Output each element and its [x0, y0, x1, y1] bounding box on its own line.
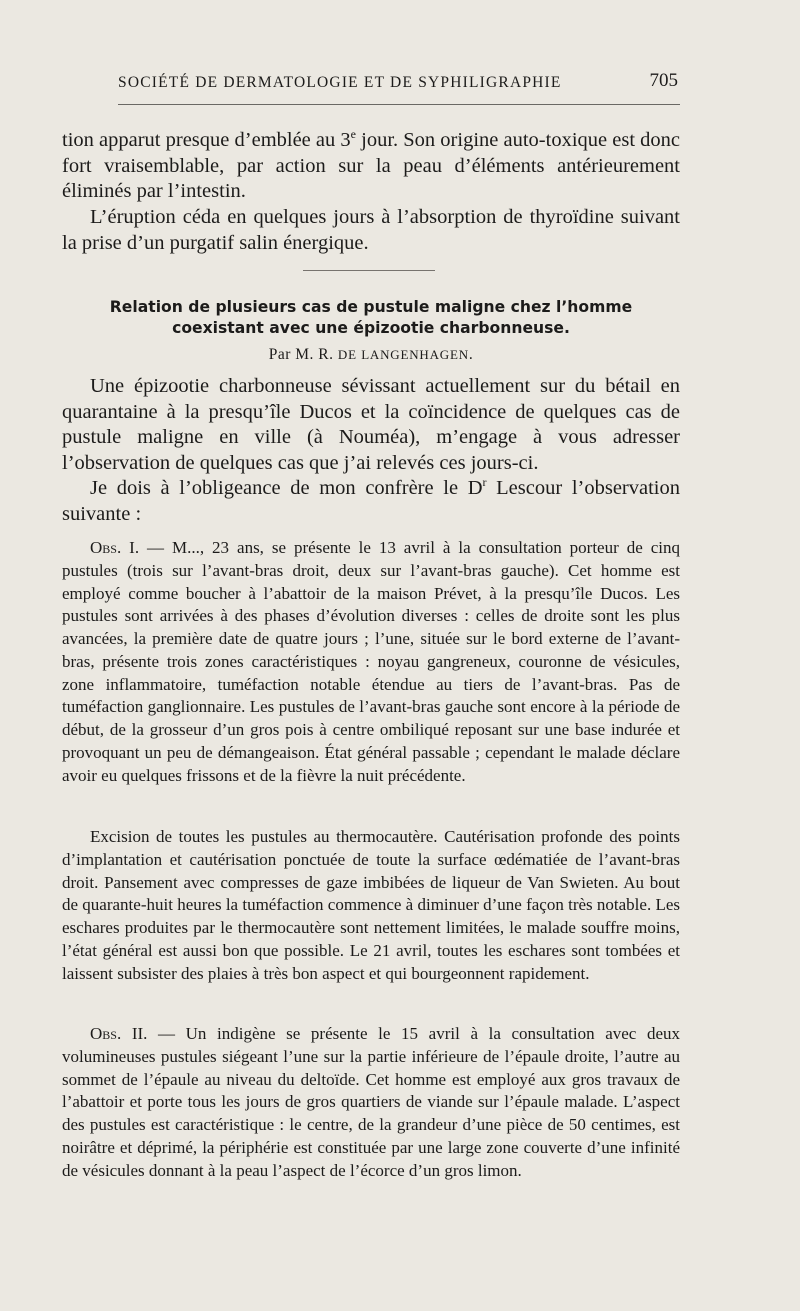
ordinal-superscript: e — [350, 127, 356, 142]
observation-2-text: — Un indigène se présente le 15 avril à la consultation avec deux volumineuses pustules siégeant l’une sur la partie inférieure de l’épaule droite, l’autre au sommet de l’épaule au niveau du deltoïde. Cet homme est employé aux gros travaux de l’abattoir et porte tous les jours de gros quartiers de viande sur l’épaule malade. L’aspect des pustules est caractéristique : le centre, de la grandeur d’une pièce de 50 centimes, est noirâtre et déprimé, la périphérie est constituée par une large zone couverte d’une infinité de vésicules donnant à la peau l’aspect de l’écorce d’un gros limon. — [62, 1024, 680, 1180]
author-suffix: . — [468, 346, 474, 363]
intro-paragraph: Une épizootie charbonneuse sévissant actuellement sur du bétail en quarantaine à la presqu’île Ducos et la coïncidence de quelques cas de pustule maligne en ville (à Nouméa), m’engage à vous adresser l’observation de quelques cas que j’ai relevés ces jours-ci. — [62, 375, 680, 474]
title-superscript: r — [482, 475, 487, 490]
observation-1-text: — M..., 23 ans, se présente le 13 avril à la consultation porteur de cinq pustules (trois sur l’avant-bras droit, deux sur l’avant-bras gauche). Cet homme est employé comme boucher à l’abattoir de la maison Prévet, à la presqu’île Ducos. Les pustules sont arrivées à des phases d’évolution diverses : celles de droite sont les plus avancées, la première date de quatre jours ; l’une, située sur le bord externe de l’avant-bras, présente trois zones caractéristiques : noyau gangreneux, couronne de vésicules, zone inflammatoire, tuméfaction notable étendue au tiers de l’avant-bras. Pas de tuméfaction ganglionnaire. Les pustules de l’avant-bras gauche sont encore à la période de début, de la grosseur d’un gros pois à centre ombiliqué reposant sur une base indurée et provoquant un peu de démangeaison. État général passable ; cependant le malade déclare avoir eu quelques frissons et de la fièvre la nuit précédente. — [62, 538, 680, 785]
author-prefix: Par M. R. — [268, 346, 338, 363]
continuation-paragraph-2: L’éruption céda en quelques jours à l’absorption de thyroïdine suivant la prise d’un purgatif salin énergique. — [62, 206, 680, 254]
header-rule — [118, 104, 680, 105]
observation-2-label: Obs. II. — [90, 1024, 148, 1043]
article-author — [62, 346, 680, 364]
observation-2-paragraph — [62, 1023, 680, 1182]
continuation-text-a: tion apparut presque d’emblée au 3 — [62, 129, 351, 151]
continuation-paragraph-1 — [62, 128, 680, 205]
observation-1-paragraph — [62, 537, 680, 787]
intro-text-a: Je dois à l’obligeance de mon confrère le D — [90, 477, 483, 499]
observation-1-label: Obs. I. — [90, 538, 140, 557]
journal-title: SOCIÉTÉ DE DERMATOLOGIE ET DE SYPHILIGRAPHIE — [118, 74, 562, 91]
author-particle: DE — [337, 347, 357, 362]
observation-1-treatment: Excision de toutes les pustules au thermocautère. Cautérisation profonde des points d’implantation et cautérisation ponctuée de toute la surface œdématiée de l’avant-bras droit. Pansement avec compresses de gaze imbibées de liqueur de Van Swieten. Au bout de quarante-huit heures la tuméfaction commence à diminuer d’une façon très notable. Les eschares produites par le thermocautère sont nettement limitées, le malade souffre moins, l’état général est aussi bon que possible. Le 21 avril, toutes les eschares sont tombées et laissent subsister des plaies à très bon aspect et qui bourgeonnent rapidement. — [62, 827, 680, 983]
continuation-text-b: jour. Son origine auto-toxique est donc fort vraisemblable, par action sur la peau d’éléments antérieurement éliminés par l’intestin. — [62, 129, 681, 202]
article-title: Relation de plusieurs cas de pustule maligne chez l’homme coexistant avec une épizootie charbonneuse. — [109, 298, 633, 337]
author-name: LANGENHAGEN — [361, 347, 469, 362]
section-separator — [303, 270, 435, 271]
intro-paragraph-2 — [62, 476, 680, 527]
page-number: 705 — [649, 70, 678, 91]
intro-text-b: Lescour l’observation suivante : — [62, 477, 680, 525]
